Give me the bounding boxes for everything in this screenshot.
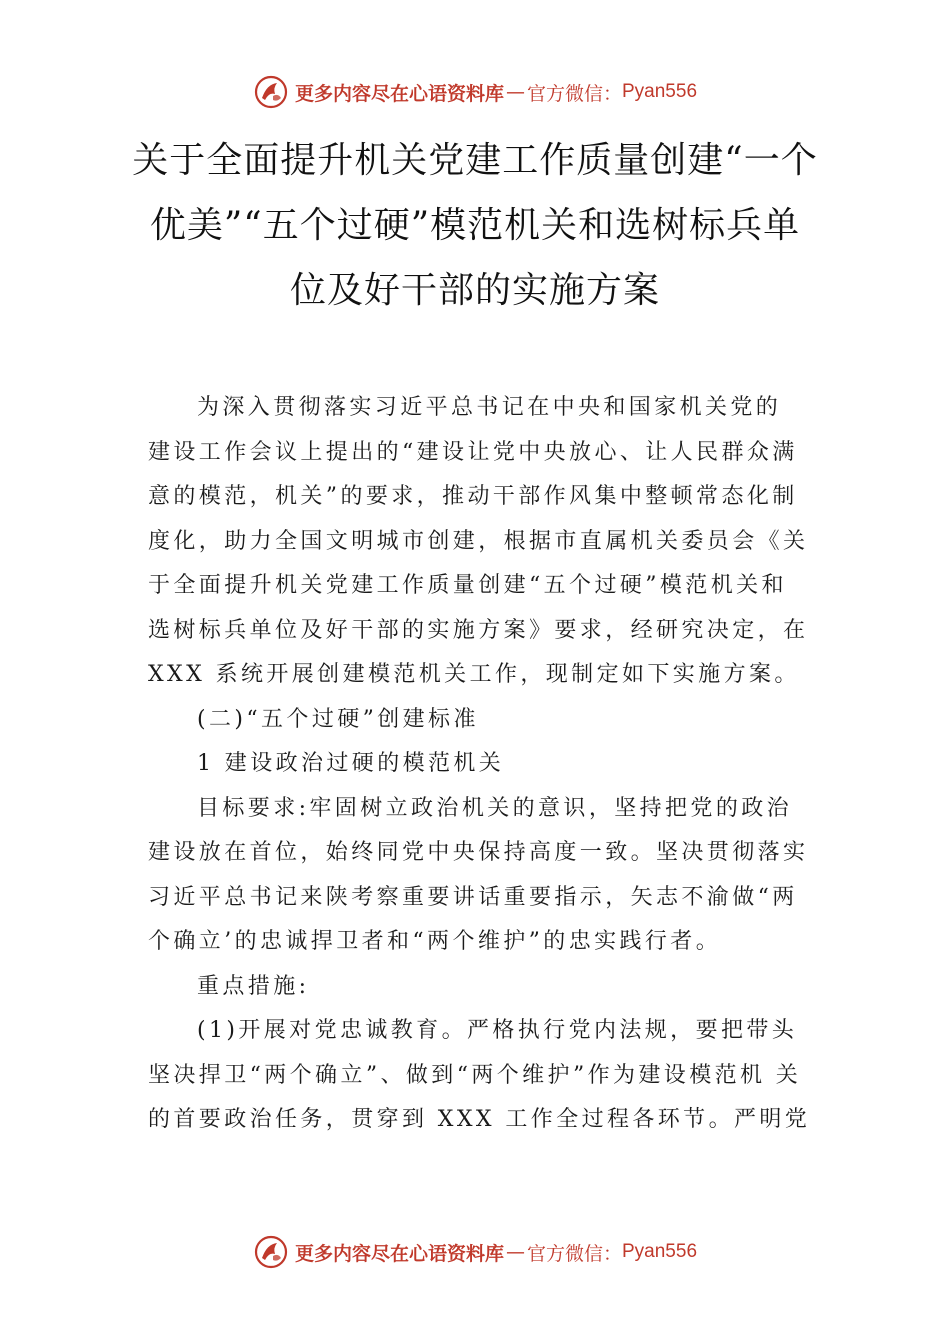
text-line: 选树标兵单位及好干部的实施方案》要求，经研究决定，在 [148, 617, 809, 643]
brand-logo-icon [253, 74, 289, 110]
measures-label [148, 965, 808, 1010]
watermark-label: 官方微信： [526, 82, 622, 105]
watermark-id: Pyan556 [622, 1241, 698, 1262]
watermark-footer [0, 1232, 950, 1272]
text-line: 重点措施: [197, 973, 310, 999]
text-line: (1)开展对党忠诚教育。严格执行党内法规，要把带头 [197, 1018, 798, 1043]
watermark-text: 更多内容尽在心语资料库 [294, 1242, 504, 1265]
item-heading [148, 742, 808, 787]
watermark-separator: — [505, 1241, 525, 1263]
document-title [130, 128, 820, 323]
intro-paragraph [148, 386, 808, 698]
title-line: 优美”“五个过硬”模范机关和选树标兵单 [149, 205, 801, 246]
text-line: 习近平总书记来陕考察重要讲话重要指示，矢志不渝做“两 [148, 884, 798, 910]
text-line: 于全面提升机关党建工作质量创建“五个过硬”模范机关和 [148, 573, 787, 598]
title-line: 位及好干部的实施方案 [289, 270, 660, 311]
watermark-id: Pyan556 [622, 81, 698, 102]
text-line: 1 建设政治过硬的模范机关 [197, 751, 505, 776]
text-line: 建设放在首位，始终同党中央保持高度一致。坚决贯彻落实 [148, 840, 809, 865]
brand-logo-icon [253, 1234, 289, 1270]
watermark-label: 官方微信： [526, 1242, 622, 1265]
text-line: XXX 系统开展创建模范机关工作，现制定如下实施方案。 [148, 662, 800, 687]
text-line: 度化，助力全国文明城市创建，根据市直属机关委员会《关 [148, 528, 809, 554]
goal-paragraph [148, 787, 808, 965]
text-line: 意的模范，机关”的要求，推动干部作风集中整顿常态化制 [148, 484, 798, 509]
text-line: 的首要政治任务，贯穿到 XXX 工作全过程各环节。严明党 [148, 1107, 811, 1132]
measure-paragraph [148, 1009, 811, 1143]
document-body [148, 386, 811, 1143]
text-line: 坚决捍卫“两个确立”、做到“两个维护”作为建设模范机 关 [148, 1062, 802, 1088]
text-line: 个确立’的忠诚捍卫者和“两个维护”的忠实践行者。 [148, 929, 722, 954]
text-line: 目标要求:牢固树立政治机关的意识，坚持把党的政治 [197, 795, 793, 821]
watermark-separator: — [505, 81, 525, 103]
watermark-text: 更多内容尽在心语资料库 [294, 82, 504, 105]
text-line: 为深入贯彻落实习近平总书记在中央和国家机关党的 [197, 395, 782, 420]
section-heading [148, 698, 808, 743]
text-line: 建设工作会议上提出的“建设让党中央放心、让人民群众满 [148, 439, 798, 465]
text-line: (二)“五个过硬”创建标准 [197, 706, 479, 732]
title-line: 关于全面提升机关党建工作质量创建“一个 [132, 140, 818, 181]
watermark-header [0, 72, 950, 112]
